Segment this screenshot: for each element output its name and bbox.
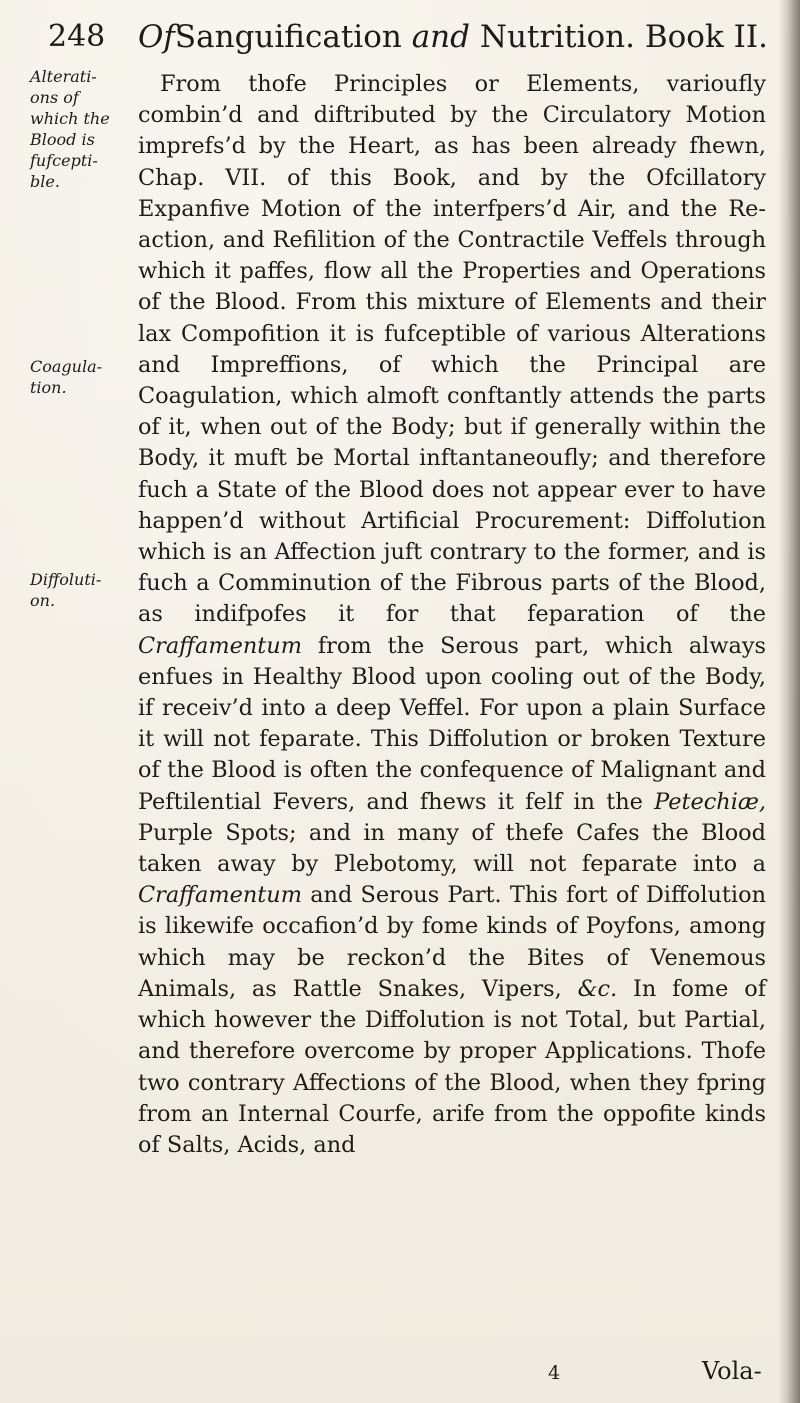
catchword: Vola- xyxy=(702,1357,762,1385)
running-head-of: Of xyxy=(138,19,175,55)
page-number: 248 xyxy=(48,19,106,54)
page-header xyxy=(48,12,778,62)
craffamentum-1: Craffamentum xyxy=(138,632,302,659)
signature-mark: 4 xyxy=(548,1362,561,1384)
craffamentum-2: Craffamentum xyxy=(138,882,302,909)
body-text-part-5: In fome of which however the Diffolution is not Total, but Partial, and therefore overcome by proper Applications. Thofe two contrary Affections of the Blood, when they fpring from an Internal Courfe, arife from the oppofite kinds of Salts, Acids, and xyxy=(138,975,766,1158)
running-head xyxy=(138,12,768,62)
running-head-word2: Nutrition. xyxy=(479,19,635,55)
body-text xyxy=(138,69,766,1161)
page-edge-shadow xyxy=(778,0,800,1403)
etc: &c. xyxy=(577,975,618,1002)
margin-note-coagulation: Coagula- tion. xyxy=(30,357,103,397)
body-text-part-3: Purple Spots; and in many of thefe Cafes the Blood taken away by Plebotomy, will not feparate into a xyxy=(138,819,766,878)
margin-note-alterations: Alterati- ons of which the Blood is fufcepti- ble. xyxy=(30,67,110,191)
body-text-part-4: and Serous Part. This fort of Diffolution is likewife occafion’d by fome kinds of Poyfons, among which may be reckon’d the Bites of Venemous Animals, as Rattle Snakes, Vipers, xyxy=(138,882,766,1002)
body-text-part-1: From thofe Principles or Elements, varioufly combin’d and diftributed by the Circulatory Motion imprefs’d by the Heart, as has been already fhewn, Chap. VII. of this Book, and by the Ofcillatory Expanfive Motion of the interfpers’d Air, and the Re-action, and Refilition of the Contractile Veffels through which it paffes, flow all the Properties and Operations of the Blood. From this mixture of Elements and their lax Compofition it is fufceptible of various Alterations and Impreffions, of which the Principal are Coagulation, which almoft conftantly attends the parts of it, when out of the Body; but if generally within the Body, it muft be Mortal inftantaneoufly; and therefore fuch a State of the Blood does not appear ever to have happen’d without Artificial Procurement: Diffolution which is an Affection juft contrary to the former, and is fuch a Comminution of the Fibrous parts of the Blood, as indifpofes it for that feparation of the xyxy=(138,71,766,628)
running-head-book: Book II. xyxy=(644,19,768,55)
running-head-word1: Sanguification xyxy=(174,19,402,55)
petechiae: Petechiæ, xyxy=(654,788,767,815)
body-text-part-2: from the Serous part, which always enfues in Healthy Blood upon cooling out of the Body, if receiv’d into a deep Veffel. For upon a plain Surface it will not feparate. This Diffolution or broken Texture of the Blood is often the confequence of Malignant and Peftilential Fevers, and fhews it felf in the xyxy=(138,632,766,815)
running-head-and: and xyxy=(411,19,470,55)
margin-note-dissolution: Diffoluti- on. xyxy=(30,570,102,610)
